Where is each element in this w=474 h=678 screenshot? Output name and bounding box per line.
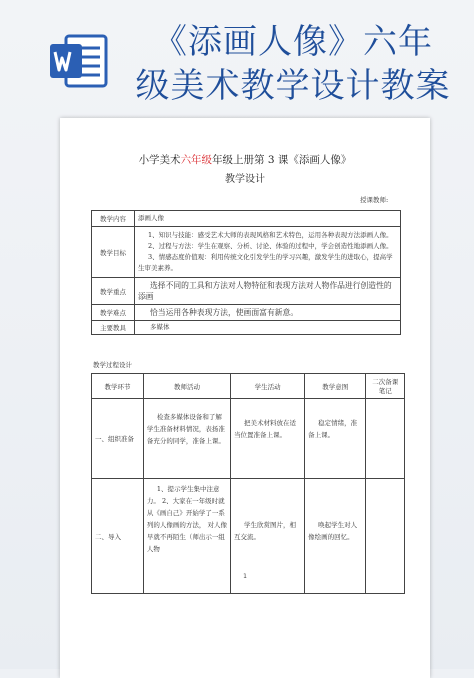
header-student: 学生活动 xyxy=(231,374,305,399)
stage-cell: 二、导入 xyxy=(92,479,144,594)
row-label: 教学重点 xyxy=(92,278,135,305)
title-grade-highlight: 六年级 xyxy=(180,154,213,166)
intent-cell: 唤起学生对人像绘画的回忆。 xyxy=(305,479,366,594)
header-intent: 教学意图 xyxy=(305,374,366,399)
teacher-activity-cell: 检查多媒体设备和了解学生准备材料情况，表扬准备充分的同学，准备上课。 xyxy=(143,399,230,479)
title-prefix: 小学美术 xyxy=(138,154,181,166)
table-row xyxy=(92,305,401,321)
process-table xyxy=(91,373,405,594)
hero-title-line-2: 级美术教学设计教案 xyxy=(135,66,451,106)
row-label: 教学目标 xyxy=(92,227,135,278)
row-content: 选择不同的工具和方法对人物特征和表现方法对人物作品进行创造性的添画 xyxy=(135,278,401,305)
document-title xyxy=(60,152,430,167)
student-activity-cell: 学生欣赏图片，相互交流。 xyxy=(231,479,305,594)
objective-line: 1、知识与技能：感受艺术大师的表现风格和艺术特色，运用各种表现方法添画人像。 xyxy=(148,231,393,239)
row-label: 教学难点 xyxy=(92,305,135,321)
table-row xyxy=(92,278,401,305)
process-section-label: 教学过程设计 xyxy=(93,361,132,369)
page-number: 1 xyxy=(243,573,247,580)
row-label: 教学内容 xyxy=(92,211,135,227)
objective-line: 2、过程与方法：学生在观察、分析、讨论、体验的过程中，学会创造性地添画人像。 xyxy=(148,242,393,250)
student-activity-cell: 把美术材料放在适当位置准备上课。 xyxy=(231,399,305,479)
hero-title xyxy=(118,20,468,108)
intent-cell: 稳定情绪，准备上课。 xyxy=(305,399,366,479)
table-row xyxy=(92,321,401,335)
table-header-row xyxy=(92,374,405,399)
document-subtitle: 教学设计 xyxy=(225,174,265,185)
document-page xyxy=(60,118,430,678)
table-row xyxy=(92,227,401,278)
header-stage: 教学环节 xyxy=(92,374,144,399)
row-label: 主要教具 xyxy=(92,321,135,335)
header-teacher: 教师活动 xyxy=(143,374,230,399)
table-row xyxy=(92,399,405,479)
row-content: 恰当运用各种表现方法，使画面富有新意。 xyxy=(135,305,401,321)
stage-cell: 一、组织准备 xyxy=(92,399,144,479)
row-content xyxy=(135,227,401,278)
lesson-info-table xyxy=(91,210,401,335)
word-doc-icon xyxy=(48,30,110,92)
teacher-label: 授课教师: xyxy=(360,196,389,204)
row-content: 添画人像 xyxy=(135,211,401,227)
row-content: 多媒体 xyxy=(135,321,401,335)
title-suffix: 年级上册第 3 课《添画人像》 xyxy=(212,154,352,166)
header-notes: 二次备课笔记 xyxy=(366,374,405,399)
objective-line: 3、情感态度价值观：利用传统文化引发学生的学习兴趣，激发学生的进取心，提高学生审美素养。 xyxy=(138,253,393,272)
notes-cell xyxy=(366,399,405,479)
teacher-activity-cell: 1、提示学生集中注意力。 2、大家在一年级时就从《画自己》开始学了一系列的人像画的方法， 对人像早就不再陌生（师出示一组人物 xyxy=(143,479,230,594)
hero-title-line-1: 《添画人像》六年 xyxy=(153,22,433,62)
table-row xyxy=(92,211,401,227)
